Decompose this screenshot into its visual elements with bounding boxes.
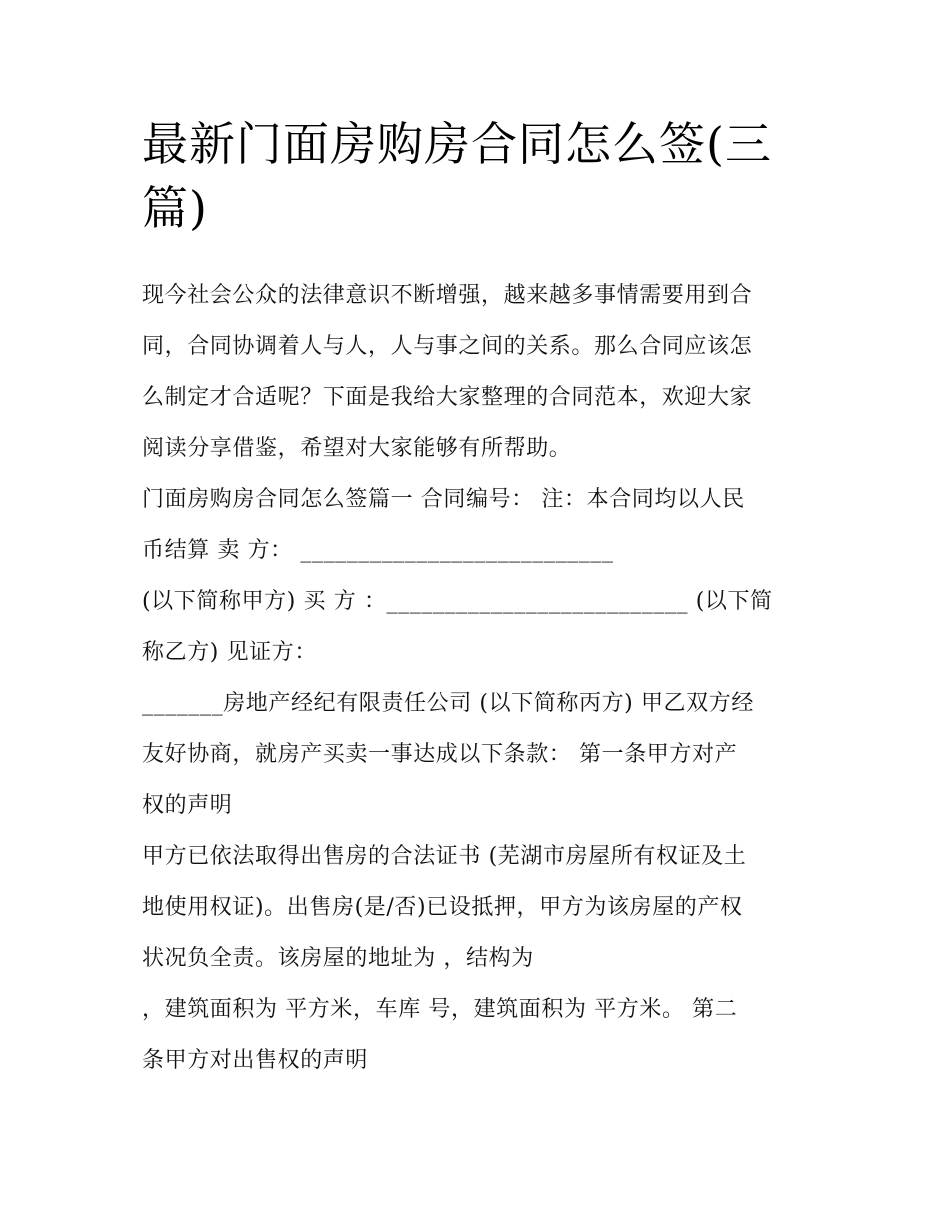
document-body xyxy=(142,270,814,1086)
text-line: 同，合同协调着人与人，人与事之间的关系。那么合同应该怎 xyxy=(142,334,753,359)
text-line: 阅读分享借鉴，希望对大家能够有所帮助。 xyxy=(142,436,572,461)
paragraph-witness xyxy=(142,678,814,831)
text-line: 门面房购房合同怎么签篇一 合同编号： 注：本合同均以人民 xyxy=(142,487,745,512)
title-line: 最新门面房购房合同怎么签(三 xyxy=(142,117,772,171)
paragraph-article-one xyxy=(142,831,814,984)
text-line: 称乙方) 见证方： xyxy=(142,640,317,665)
text-line: 条甲方对出售权的声明 xyxy=(142,1048,369,1073)
paragraph-intro xyxy=(142,270,814,474)
text-line: 权的声明 xyxy=(142,793,233,818)
document-page xyxy=(142,112,814,1086)
text-line: 币结算 卖 方： ___________________________ xyxy=(142,538,614,563)
text-line: 状况负全责。该房屋的地址为 ，结构为 xyxy=(142,946,534,971)
text-line: 甲方已依法取得出售房的合法证书 (芜湖市房屋所有权证及土 xyxy=(142,844,747,869)
text-line: 友好协商，就房产买卖一事达成以下条款： 第一条甲方对产 xyxy=(142,742,738,767)
document-title xyxy=(142,112,814,240)
text-line: 地使用权证)。出售房(是/否)已设抵押，甲方为该房屋的产权 xyxy=(142,895,743,920)
text-line: ，建筑面积为 平方米，车库 号，建筑面积为 平方米。 第二 xyxy=(142,997,738,1022)
paragraph-contract-header xyxy=(142,474,814,576)
paragraph-parties xyxy=(142,576,814,678)
title-line: 篇) xyxy=(142,181,208,235)
text-line: 现今社会公众的法律意识不断增强，越来越多事情需要用到合 xyxy=(142,283,753,308)
text-line: 么制定才合适呢？下面是我给大家整理的合同范本，欢迎大家 xyxy=(142,385,753,410)
paragraph-area xyxy=(142,984,814,1086)
text-line: _______房地产经纪有限责任公司 (以下简称丙方) 甲乙双方经 xyxy=(142,691,754,716)
text-line: (以下简称甲方) 买 方 ：__________________________ (以下简 xyxy=(142,589,773,614)
